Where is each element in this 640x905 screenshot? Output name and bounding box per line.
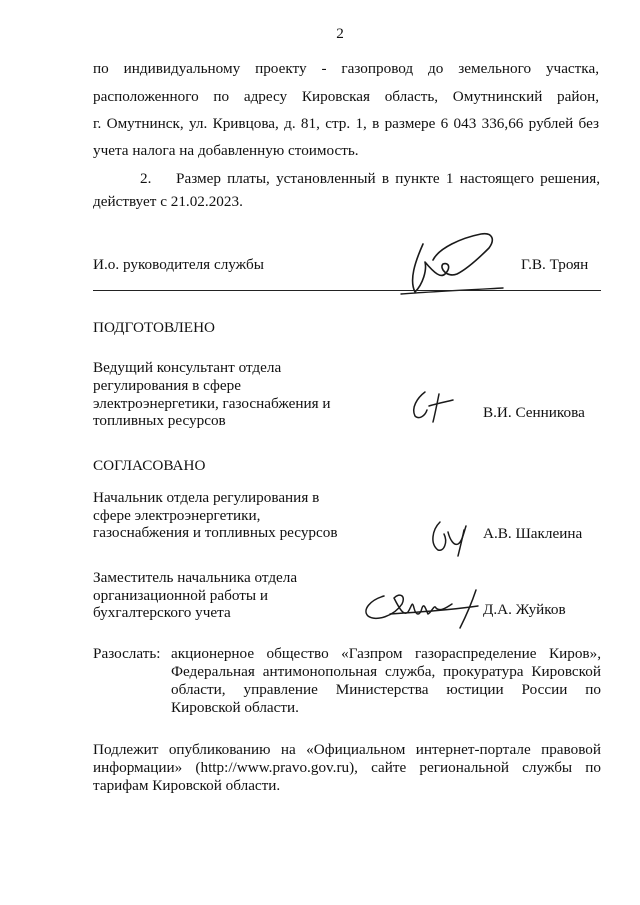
agreed-position-line: организационной работы и: [93, 587, 268, 604]
publication-line: Подлежит опубликованию на «Официальном интернет-портале правовой: [93, 741, 601, 758]
clause-text-line: Размер платы, установленный в пункте 1 настоящего решения,: [176, 170, 600, 187]
prepared-signature-image: [405, 384, 465, 426]
prepared-heading: ПОДГОТОВЛЕНО: [93, 319, 216, 336]
distribution-label: Разослать:: [93, 645, 161, 662]
distribution-line: Кировской области.: [171, 699, 299, 716]
prepared-position-line: электроэнергетики, газоснабжения и: [93, 395, 331, 412]
agreed-position-line: бухгалтерского учета: [93, 604, 231, 621]
publication-line: тарифам Кировской области.: [93, 777, 281, 794]
head-name: Г.В. Троян: [521, 256, 589, 273]
paragraph-line: г. Омутнинск, ул. Кривцова, д. 81, стр. 1, в размере 6 043 336,66 рублей без: [93, 115, 599, 132]
prepared-position-line: регулирования в сфере: [93, 377, 241, 394]
prepared-name: В.И. Сенникова: [483, 404, 585, 421]
head-title: И.о. руководителя службы: [93, 256, 264, 273]
signer-signature-image: [428, 512, 474, 558]
agreed-position-line: Начальник отдела регулирования в: [93, 489, 320, 506]
distribution-line: Федеральная антимонопольная служба, прокуратура Кировской: [171, 663, 601, 680]
separator-line: [93, 290, 601, 291]
paragraph-line: учета налога на добавленную стоимость.: [93, 142, 359, 159]
page-number: 2: [336, 25, 344, 42]
paragraph-line: расположенного по адресу Кировская область, Омутнинский район,: [93, 88, 599, 105]
clause-number: 2.: [140, 170, 152, 187]
distribution-line: акционерное общество «Газпром газораспределение Киров»,: [171, 645, 601, 662]
prepared-position-line: Ведущий консультант отдела: [93, 359, 282, 376]
agreed-position-line: сфере электроэнергетики,: [93, 507, 261, 524]
signer-name: А.В. Шаклеина: [483, 525, 583, 542]
agreed-position-line: газоснабжения и топливных ресурсов: [93, 524, 338, 541]
signer-signature-image: [360, 582, 490, 632]
signer-name: Д.А. Жуйков: [483, 601, 566, 618]
prepared-position-line: топливных ресурсов: [93, 412, 226, 429]
publication-line: информации» (http://www.pravo.gov.ru), сайте региональной службы по: [93, 759, 601, 776]
distribution-line: области, управление Министерства юстиции России по: [171, 681, 601, 698]
clause-text-line: действует с 21.02.2023.: [93, 193, 243, 210]
agreed-heading: СОГЛАСОВАНО: [93, 457, 206, 474]
agreed-position-line: Заместитель начальника отдела: [93, 569, 298, 586]
paragraph-line: по индивидуальному проекту - газопровод до земельного участка,: [93, 60, 599, 77]
